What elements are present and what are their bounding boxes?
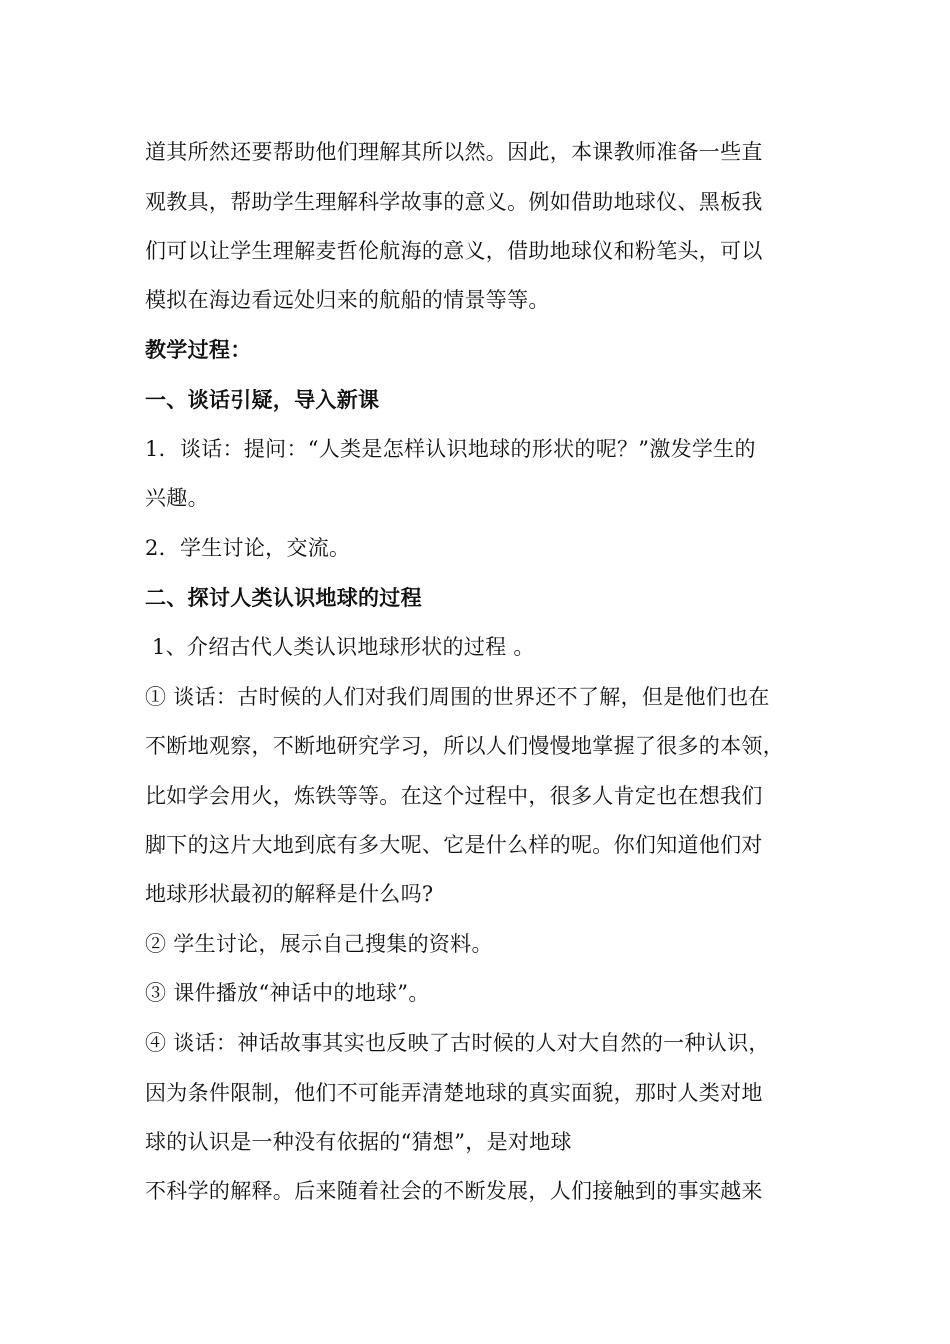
paragraph-line: 不科学的解释。后来随着社会的不断发展，人们接触到的事实越来 (145, 1179, 763, 1203)
paragraph-line: 1．谈话：提问：“人类是怎样认识地球的形状的呢？”激发学生的 (145, 437, 756, 461)
paragraph-line: 模拟在海边看远处归来的航船的情景等等。 (145, 288, 550, 312)
paragraph-line: 们可以让学生理解麦哲伦航海的意义，借助地球仪和粉笔头，可以 (145, 239, 763, 263)
paragraph-line: 因为条件限制，他们不可能弄清楚地球的真实面貌，那时人类对地 (145, 1081, 763, 1105)
paragraph-line: 观教具，帮助学生理解科学故事的意义。例如借助地球仪、黑板我 (145, 190, 763, 214)
paragraph-line: ④ 谈话：神话故事其实也反映了古时候的人对大自然的一种认识， (145, 1031, 770, 1055)
paragraph-line: 脚下的这片大地到底有多大呢、它是什么样的呢。你们知道他们对 (145, 833, 763, 857)
paragraph-line: 1、介绍古代人类认识地球形状的过程 。 (145, 635, 535, 659)
paragraph-line: 球的认识是一种没有依据的“猜想”，是对地球 (145, 1130, 572, 1154)
paragraph-line: ③ 课件播放“神话中的地球”。 (145, 981, 430, 1005)
section-heading: 二、探讨人类认识地球的过程 (145, 586, 422, 610)
section-heading: 一、谈话引疑，导入新课 (145, 388, 380, 412)
paragraph-line: 兴趣。 (145, 486, 209, 510)
paragraph-line: ① 谈话：古时候的人们对我们周围的世界还不了解，但是他们也在 (145, 685, 770, 709)
section-heading: 教学过程： (145, 338, 252, 362)
paragraph-line: 比如学会用火，炼铁等等。在这个过程中，很多人肯定也在想我们 (145, 784, 763, 808)
paragraph-line: 2．学生讨论，交流。 (145, 536, 351, 560)
paragraph-line: 地球形状最初的解释是什么吗? (145, 882, 434, 906)
paragraph-line: 道其所然还要帮助他们理解其所以然。因此，本课教师准备一些直 (145, 140, 763, 164)
paragraph-line: 不断地观察，不断地研究学习，所以人们慢慢地掌握了很多的本领， (145, 734, 784, 758)
paragraph-line: ② 学生讨论，展示自己搜集的资料。 (145, 932, 493, 956)
